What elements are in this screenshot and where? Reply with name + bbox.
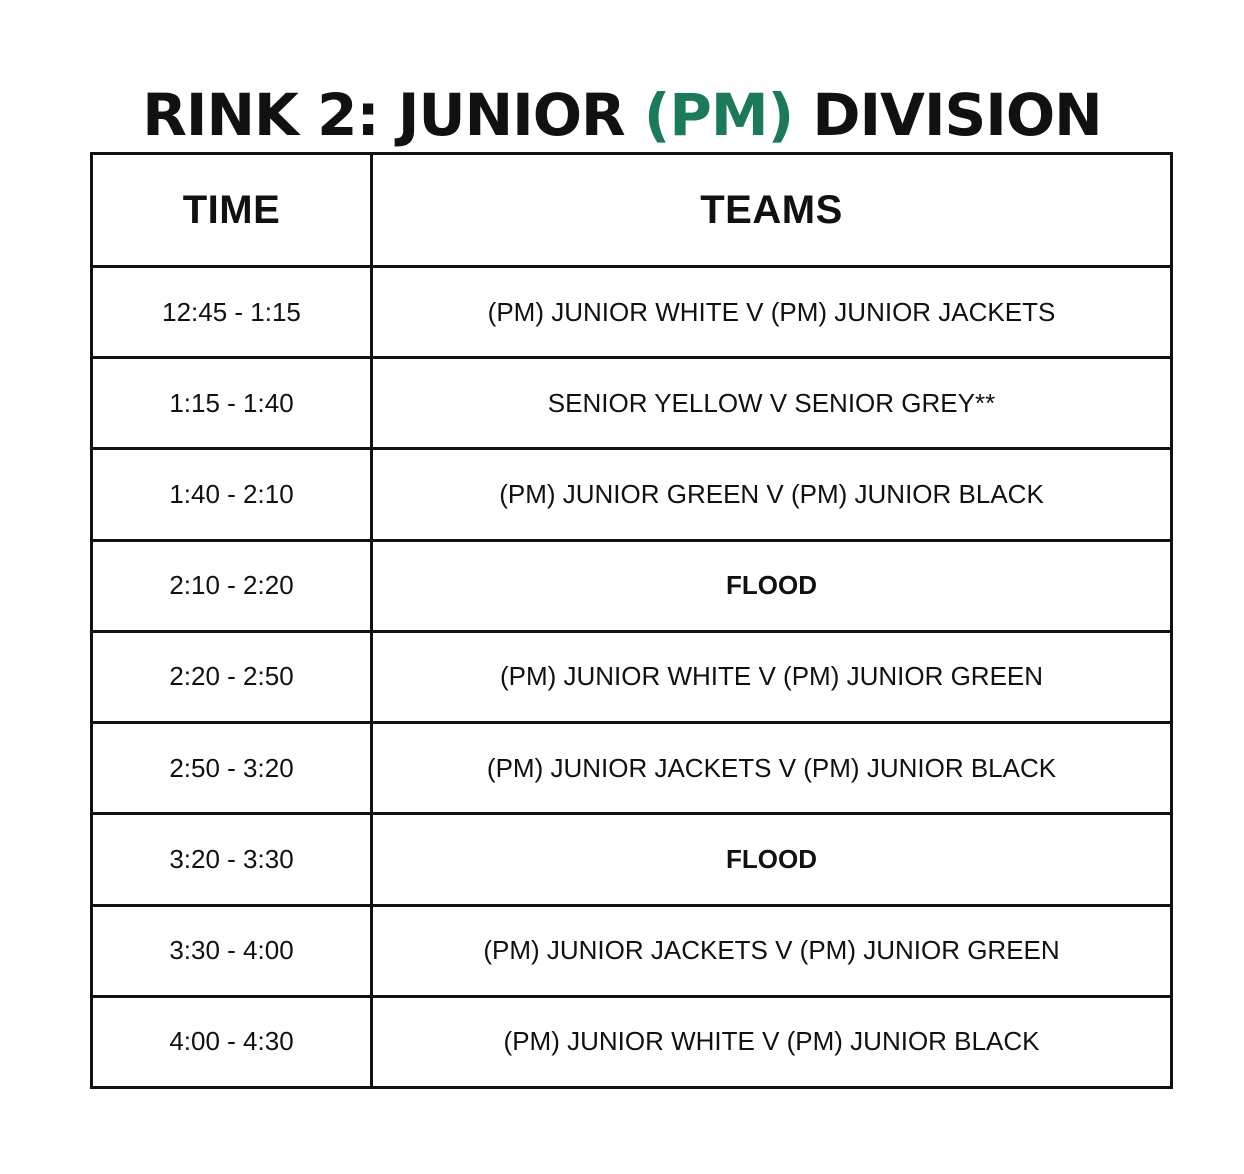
table-row: [92, 449, 1172, 540]
title-part-1: RINK 2: JUNIOR: [142, 80, 644, 149]
teams-cell: (PM) JUNIOR JACKETS V (PM) JUNIOR BLACK: [372, 723, 1172, 814]
title-accent: (PM): [643, 80, 794, 149]
teams-cell: SENIOR YELLOW V SENIOR GREY**: [372, 358, 1172, 449]
table-row: [92, 540, 1172, 631]
table-row: [92, 905, 1172, 996]
header-row: [92, 154, 1172, 267]
table-row: [92, 996, 1172, 1087]
teams-cell: (PM) JUNIOR WHITE V (PM) JUNIOR BLACK: [372, 996, 1172, 1087]
teams-cell: FLOOD: [372, 814, 1172, 905]
header-time: TIME: [92, 154, 372, 267]
time-cell: 2:50 - 3:20: [92, 723, 372, 814]
table-row: [92, 358, 1172, 449]
schedule-table: [90, 152, 1173, 1089]
time-cell: 1:15 - 1:40: [92, 358, 372, 449]
table-row: [92, 267, 1172, 358]
teams-cell: (PM) JUNIOR WHITE V (PM) JUNIOR JACKETS: [372, 267, 1172, 358]
teams-cell: FLOOD: [372, 540, 1172, 631]
time-cell: 2:20 - 2:50: [92, 631, 372, 722]
schedule-body: [92, 267, 1172, 1088]
table-row: [92, 814, 1172, 905]
teams-cell: (PM) JUNIOR GREEN V (PM) JUNIOR BLACK: [372, 449, 1172, 540]
page-title: [0, 75, 1244, 155]
teams-cell: (PM) JUNIOR JACKETS V (PM) JUNIOR GREEN: [372, 905, 1172, 996]
title-part-2: DIVISION: [793, 80, 1102, 149]
teams-cell: (PM) JUNIOR WHITE V (PM) JUNIOR GREEN: [372, 631, 1172, 722]
time-cell: 4:00 - 4:30: [92, 996, 372, 1087]
table-row: [92, 723, 1172, 814]
time-cell: 1:40 - 2:10: [92, 449, 372, 540]
table-row: [92, 631, 1172, 722]
time-cell: 3:30 - 4:00: [92, 905, 372, 996]
time-cell: 2:10 - 2:20: [92, 540, 372, 631]
time-cell: 12:45 - 1:15: [92, 267, 372, 358]
header-teams: TEAMS: [372, 154, 1172, 267]
time-cell: 3:20 - 3:30: [92, 814, 372, 905]
